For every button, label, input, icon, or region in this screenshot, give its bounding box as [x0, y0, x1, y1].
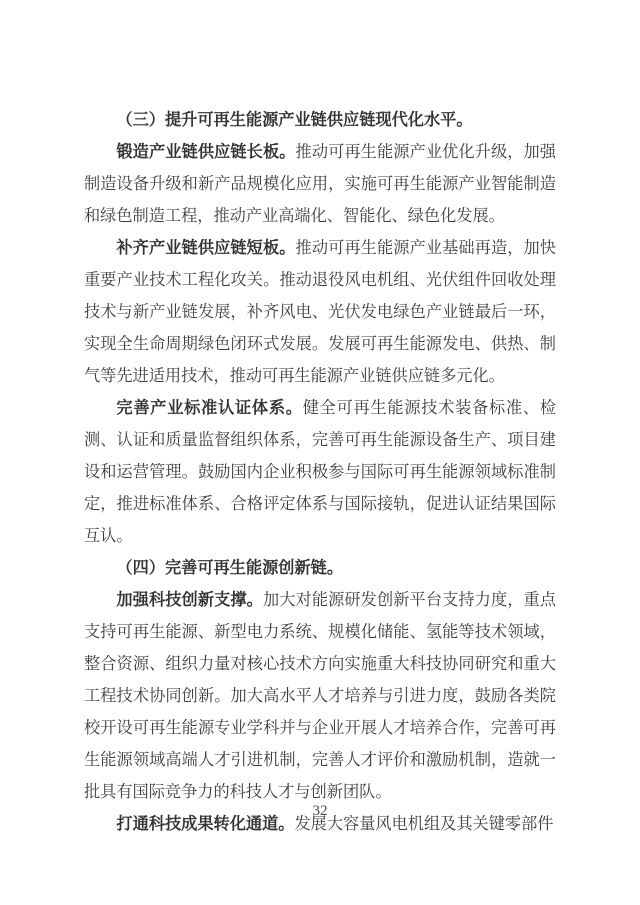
- paragraph: 补齐产业链供应链短板。推动可再生能源产业基础再造，加快重要产业技术工程化攻关。推动退役风电机组、光伏组件回收处理技术与新产业链发展，补齐风电、光伏发电绿色产业链最后一环，实现全生命周期绿色闭环式发展。发展可再生能源发电、供热、制气等先进适用技术，推动可再生能源产业链供应链多元化。: [84, 239, 556, 385]
- paragraph-lead: 锻造产业链供应链长板。: [116, 143, 296, 161]
- document-body: [84, 104, 556, 840]
- section-heading: （三）提升可再生能源产业链供应链现代化水平。: [116, 111, 473, 129]
- paragraph-lead: 加强科技创新支撑。: [116, 591, 263, 609]
- paragraph: 完善产业标准认证体系。健全可再生能源技术装备标准、检测、认证和质量监督组织体系，完善可再生能源设备生产、项目建设和运营管理。鼓励国内企业积极参与国际可再生能源领域标准制定，推进标准体系、合格评定体系与国际接轨，促进认证结果国际互认。: [84, 399, 557, 545]
- page-number: 32: [312, 803, 328, 819]
- paragraph: 加强科技创新支撑。加大对能源研发创新平台支持力度，重点支持可再生能源、新型电力系统、规模化储能、氢能等技术领域，整合资源、组织力量对核心技术方向实施重大科技协同研究和重大工程技术协同创新。加大高水平人才培养与引进力度，鼓励各类院校开设可再生能源专业学科并与企业开展人才培养合作，完善可再生能源领域高端人才引进机制，完善人才评价和激励机制，造就一批具有国际竞争力的科技人才与创新团队。: [84, 591, 557, 801]
- section-heading: （四）完善可再生能源创新链。: [116, 559, 344, 577]
- paragraph-lead: 完善产业标准认证体系。: [116, 399, 303, 417]
- paragraph: 打通科技成果转化通道。发展大容量风电机组及其关键零部件: [116, 815, 554, 833]
- paragraph: 锻造产业链供应链长板。推动可再生能源产业优化升级，加强制造设备升级和新产品规模化应用，实施可再生能源产业智能制造和绿色制造工程，推动产业高端化、智能化、绿色化发展。: [84, 143, 556, 225]
- paragraph-lead: 打通科技成果转化通道。: [116, 815, 295, 833]
- paragraph-lead: 补齐产业链供应链短板。: [116, 239, 296, 257]
